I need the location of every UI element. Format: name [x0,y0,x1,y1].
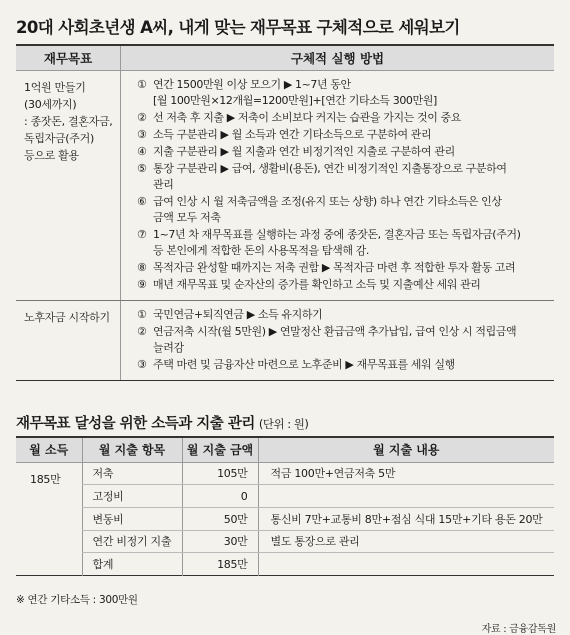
goal-label: 1억원 만들기 (30세까지) : 종잣돈, 결혼자금, 독립자금(주거) 등으로 활용 [24,81,113,162]
method-text: 지출 구분관리 ▶ 월 지출과 연간 비정기적인 지출로 구분하여 관리 [153,145,455,158]
method-text: 목적자금 완성할 때까지는 저축 권함 ▶ 목적자금 마련 후 적합한 투자 활동 고려 [153,261,516,274]
expense-detail [258,485,554,508]
source-credit: 자료 : 금융감독원 [481,624,556,635]
table-row [16,507,554,530]
expense-detail: 적금 100만+연금저축 5만 [258,462,554,485]
header-expense-item: 월 지출 항목 [82,437,182,462]
method-number: ① [137,78,147,91]
method-item [137,127,550,143]
table-row-total [16,553,554,576]
method-item [137,357,550,373]
goals-header-goal: 재무목표 [43,51,93,66]
monthly-income: 185만 [30,472,61,486]
method-item [137,161,550,193]
method-text: 국민연금+퇴직연금 ▶ 소득 유지하기 [153,308,323,321]
expense-item: 연간 비정기 지출 [82,530,182,553]
method-item [137,307,550,323]
expense-amount: 50만 [182,507,258,530]
table-row [16,485,554,508]
expense-item: 변동비 [82,507,182,530]
method-number: ⑥ [137,195,147,208]
budget-unit: (단위 : 원) [258,417,309,431]
method-number: ② [137,111,147,124]
expense-item: 저축 [82,462,182,485]
method-text: 주택 마련 및 금융자산 마련으로 노후준비 ▶ 재무목표를 세워 실행 [153,358,455,371]
table-row [16,462,554,485]
expense-detail: 별도 통장으로 관리 [258,530,554,553]
header-expense-detail: 월 지출 내용 [258,437,554,462]
budget-table [16,436,554,576]
goal-row-retirement [16,300,554,380]
method-item [137,260,550,276]
goals-table-header [16,46,554,71]
budget-header-row [16,437,554,462]
method-text: 매년 재무목표 및 순자산의 증가를 확인하고 소득 및 지출예산 세워 관리 [153,278,481,291]
method-text: 연간 1500만원 이상 모으기 ▶ 1~7년 동안 [월 100만원×12개월=1200만원]+[연간 기타소득 300만원] [153,78,437,107]
method-item [137,77,550,109]
method-number: ⑦ [137,228,147,241]
method-number: ① [137,308,147,321]
method-text: 1~7년 차 재무목표를 실행하는 과정 중에 종잣돈, 결혼자금 또는 독립자금(주거) 등 본인에게 적합한 돈의 사용목적을 탐색해 감. [153,228,521,257]
footnote: ※ 연간 기타소득 : 300만원 [16,594,138,606]
method-number: ③ [137,128,147,141]
budget-title [16,412,308,433]
expense-amount: 185만 [182,553,258,576]
page-title: 20대 사회초년생 A씨, 내게 맞는 재무목표 구체적으로 세워보기 [16,18,460,37]
expense-amount: 0 [182,485,258,508]
goal-methods [120,71,554,300]
method-item [137,324,550,356]
method-text: 선 저축 후 지출 ▶ 저축이 소비보다 커지는 습관을 가지는 것이 중요 [153,111,461,124]
method-text: 연금저축 시작(월 5만원) ▶ 연말정산 환급금액 추가납입, 급여 인상 시 적립금액 늘려감 [153,325,517,354]
financial-goals-table [16,44,554,381]
expense-amount: 30만 [182,530,258,553]
goal-methods [120,301,554,380]
expense-amount: 105만 [182,462,258,485]
goals-header-method: 구체적 실행 방법 [120,46,554,70]
table-row [16,530,554,553]
expense-detail [258,553,554,576]
method-number: ② [137,325,147,338]
goal-label: 노후자금 시작하기 [24,311,110,324]
method-number: ③ [137,358,147,371]
method-item [137,277,550,293]
method-item [137,110,550,126]
method-number: ⑤ [137,162,147,175]
method-text: 소득 구분관리 ▶ 월 소득과 연간 기타소득으로 구분하여 관리 [153,128,432,141]
goal-row-100m [16,71,554,300]
method-number: ⑨ [137,278,147,291]
method-item [137,194,550,226]
expense-item: 고정비 [82,485,182,508]
method-item [137,227,550,259]
method-number: ⑧ [137,261,147,274]
method-text: 급여 인상 시 월 저축금액을 조정(유지 또는 상향) 하나 연간 기타소득은 인상 금액 모두 저축 [153,195,502,224]
header-expense-amount: 월 지출 금액 [182,437,258,462]
budget-title-text: 재무목표 달성을 위한 소득과 지출 관리 [16,416,255,432]
expense-item: 합계 [82,553,182,576]
method-number: ④ [137,145,147,158]
expense-detail: 통신비 7만+교통비 8만+점심 식대 15만+기타 용돈 20만 [258,507,554,530]
header-income: 월 소득 [16,437,82,462]
method-item [137,144,550,160]
method-text: 통장 구분관리 ▶ 급여, 생활비(용돈), 연간 비정기적인 지출통장으로 구분하여 관리 [153,162,507,191]
